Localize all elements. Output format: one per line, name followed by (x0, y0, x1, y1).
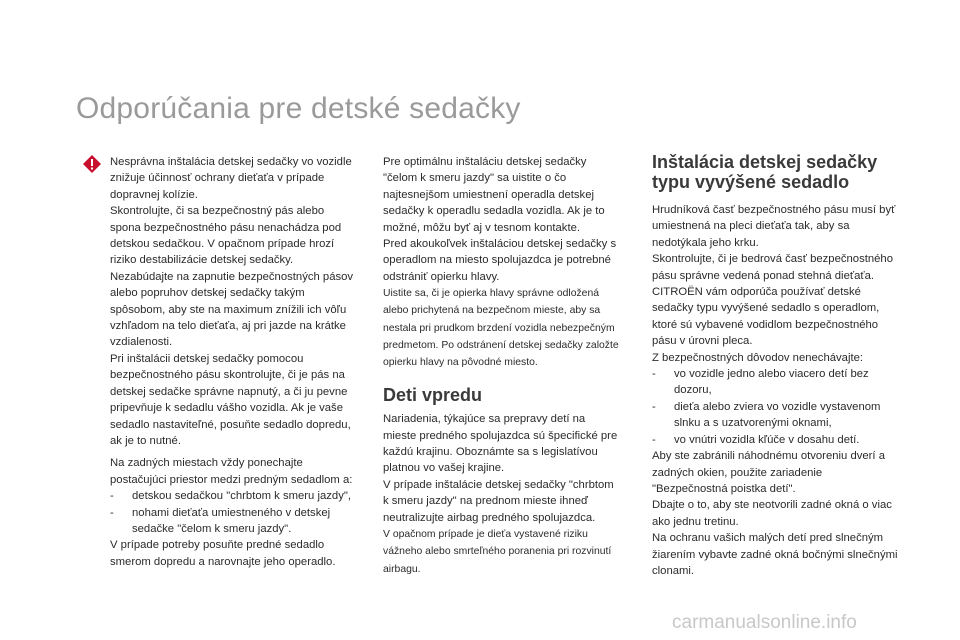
paragraph: Hrudníková časť bezpečnostného pásu musí byť umiestnená na pleci dieťaťa tak, aby sa nedotýkala jeho krku. (652, 204, 896, 249)
list-item: - vo vnútri vozidla kľúče v dosahu detí. (652, 432, 898, 448)
right-column (652, 152, 898, 579)
list-item: - detskou sedačkou "chrbtom k smeru jazdy", (110, 488, 354, 504)
left-column (110, 154, 354, 570)
section-heading-booster-seat: Inštalácia detskej sedačky typu vyvýšené sedadlo (652, 152, 878, 192)
paragraph: Z bezpečnostných dôvodov nenechávajte: (652, 351, 864, 364)
bullet-list (652, 366, 898, 448)
paragraph: Skontrolujte, či sa bezpečnostný pás alebo spona bezpečnostného pásu nenachádza pod detskou sedačkou. V opačnom prípade hrozí riziko destabilizácie detskej sedačky. (110, 205, 342, 267)
paragraph: Nesprávna inštalácia detskej sedačky vo vozidle znižuje účinnosť ochrany dieťaťa v prípade dopravnej kolízie. (110, 156, 352, 201)
list-item: - dieťa alebo zviera vo vozidle vystavenom slnku a s uzatvorenými oknami, (652, 399, 898, 432)
paragraph: V prípade inštalácie detskej sedačky "chrbtom k smeru jazdy" na prednom mieste ihneď neutralizujte airbag predného spolujazdca. (383, 478, 614, 524)
paragraph: Skontrolujte, či je bedrová časť bezpečnostného pásu správne vedená ponad stehná dieťaťa. (652, 253, 893, 282)
middle-column (383, 154, 621, 578)
paragraph: Uistite sa, či je opierka hlavy správne odložená alebo prichytená na bezpečnom mieste, aby sa nestala pri prudkom brzdení vozidla nebezpečným predmetom. Po odstránení detskej sedačky založte opierku hlavy na pôvodné miesto. (383, 288, 619, 369)
bullet-list (110, 488, 354, 537)
watermark: carmanualsonline.info (672, 612, 857, 633)
paragraph: Nezabúdajte na zapnutie bezpečnostných pásov alebo popruhov detskej sedačky takým spôsobom, aby ste na maximum znížili ich vôľu vzhľadom na telo dieťaťa, aj pri jazde na krátke vzdialenosti. (110, 270, 354, 349)
paragraph: Na ochranu vašich malých detí pred slnečným žiarením vybavte zadné okná bočnými slnečnými clonami. (652, 532, 898, 577)
paragraph: CITROËN vám odporúča používať detské sedačky typu vyvýšené sedadlo s operadlom, ktoré sú vybavené vodidlom bezpečnostného pásu v úrovni pleca. (652, 286, 880, 348)
page-title: Odporúčania pre detské sedačky (76, 92, 521, 125)
list-item: - vo vozidle jedno alebo viacero detí bez dozoru, (652, 366, 898, 399)
paragraph: V opačnom prípade je dieťa vystavené riziku vážneho alebo smrteľného poranenia pri rozvinutí airbagu. (383, 529, 612, 575)
paragraph: Na zadných miestach vždy ponechajte postačujúci priestor medzi predným sedadlom a: (110, 457, 353, 486)
section-heading-front-children: Deti vpredu (383, 385, 483, 406)
paragraph: Pred akoukoľvek inštaláciou detskej sedačky s operadlom na miesto spolujazdca je potrebné odstrániť opierku hlavy. (383, 238, 617, 283)
paragraph: Aby ste zabránili náhodnému otvoreniu dverí a zadných okien, použite zariadenie "Bezpečnostná poistka detí". (652, 450, 885, 495)
paragraph: V prípade potreby posuňte predné sedadlo smerom dopredu a narovnajte jeho operadlo. (110, 539, 336, 568)
paragraph: Pri inštalácii detskej sedačky pomocou bezpečnostného pásu skontrolujte, či je pás na detskej sedačke správne napnutý, a či ju pevne pripevňuje k sedadlu vášho vozidla. Ak je vaše sedadlo nastaviteľné, posuňte sedadlo dopredu, ak je to nutné. (110, 352, 351, 447)
paragraph: Nariadenia, týkajúce sa prepravy detí na mieste predného spolujazdca sú špecifické pre každú krajinu. Oboznámte sa s legislatívou platnou vo vašej krajine. (383, 413, 618, 475)
list-item: - nohami dieťaťa umiestneného v detskej sedačke "čelom k smeru jazdy". (110, 505, 354, 538)
paragraph: Pre optimálnu inštaláciu detskej sedačky "čelom k smeru jazdy" sa uistite o čo najtesnejšom umiestnení operadla detskej sedačky k operadlu sedadla vozidla. Ak je to možné, môžu byť aj v tesnom kontakte. (383, 156, 605, 234)
warning-exclamation-icon (82, 154, 102, 174)
paragraph: Dbajte o to, aby ste neotvorili zadné okná o viac ako jednu tretinu. (652, 499, 892, 528)
